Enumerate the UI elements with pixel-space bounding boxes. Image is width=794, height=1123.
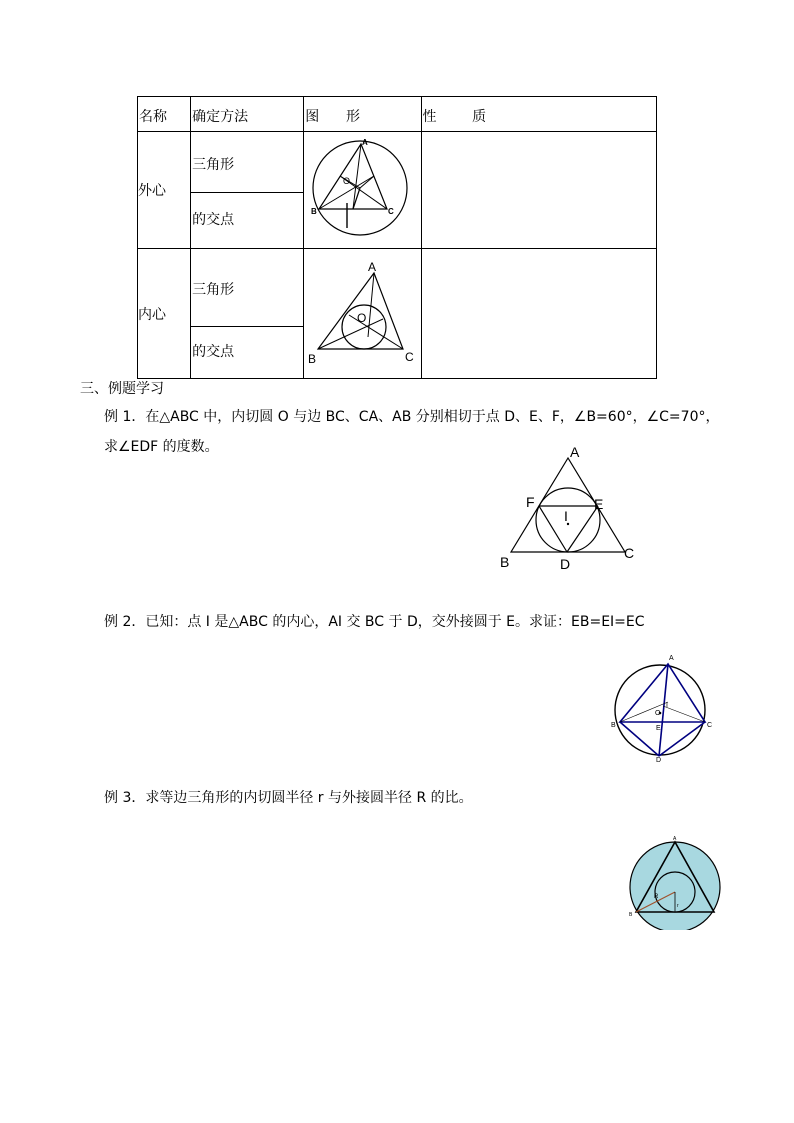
- section-title: 三、例题学习: [80, 381, 164, 397]
- method-cell: [191, 132, 304, 249]
- incenter-figure: [304, 249, 421, 374]
- ex3-label-small-r: r: [677, 903, 679, 909]
- property-cell: [421, 132, 656, 249]
- ex1-label-i: I: [564, 508, 568, 524]
- label-c: C: [388, 207, 395, 216]
- example-2-text: 例 2．已知：点 I 是△ABC 的内心，AI 交 BC 于 D，交外接圆于 E。求证：EB=EI=EC: [104, 614, 645, 630]
- table-row: [138, 249, 657, 379]
- property-cell: [421, 249, 656, 379]
- ex2-label-d: D: [656, 757, 662, 764]
- method-cell: [191, 249, 304, 379]
- label-c: C: [405, 350, 414, 364]
- header-property: 性 质: [421, 97, 656, 132]
- row-name-circumcenter: 外心: [138, 132, 191, 249]
- label-a: A: [368, 260, 377, 274]
- method-top: 三角形: [191, 252, 303, 327]
- header-name: 名称: [138, 97, 191, 132]
- ex2-label-c: C: [707, 722, 713, 729]
- ex3-label-b: B: [629, 912, 633, 918]
- ex1-label-c: C: [624, 545, 635, 561]
- ex3-label-big-r: R: [654, 894, 659, 900]
- method-top: 三角形: [191, 136, 303, 193]
- example-3-figure: [625, 830, 725, 930]
- label-o: O: [357, 311, 367, 325]
- ex2-label-o: O: [655, 710, 661, 717]
- ex2-label-e: E: [656, 725, 661, 732]
- ex1-label-b: B: [500, 554, 510, 570]
- label-b: B: [308, 352, 317, 366]
- ex1-label-e: E: [594, 496, 604, 512]
- method-bottom: 的交点: [192, 211, 235, 228]
- table-row: [138, 132, 657, 249]
- ex1-label-a: A: [570, 444, 580, 460]
- example-1-content: 例 1．在△ABC 中，内切圆 O 与边 BC、CA、AB 分别相切于点 D、E、F，∠B=60°，∠C=70°，求∠EDF 的度数。: [104, 409, 720, 455]
- center-definition-table: [137, 96, 657, 379]
- header-figure: 图 形: [304, 97, 421, 132]
- ex1-label-f: F: [526, 494, 535, 510]
- label-b: B: [311, 207, 318, 216]
- figure-cell: [304, 132, 421, 249]
- ex2-label-i: I: [666, 702, 668, 709]
- label-a: A: [362, 138, 369, 147]
- table-header-row: [138, 97, 657, 132]
- example-1-figure: [495, 440, 645, 575]
- circumcenter-figure: [304, 132, 421, 244]
- ex3-label-a: A: [673, 836, 677, 842]
- method-bottom: 的交点: [192, 344, 235, 360]
- example-2-figure: [605, 650, 725, 770]
- figure-cell: [304, 249, 421, 379]
- ex2-label-b: B: [611, 722, 616, 729]
- row-name-incenter: 内心: [138, 249, 191, 379]
- header-method: 确定方法: [191, 97, 304, 132]
- example-3-text: 例 3．求等边三角形的内切圆半径 r 与外接圆半径 R 的比。: [104, 790, 473, 806]
- ex2-label-a: A: [669, 655, 674, 662]
- label-o: O: [343, 176, 351, 186]
- ex1-label-d: D: [560, 556, 571, 572]
